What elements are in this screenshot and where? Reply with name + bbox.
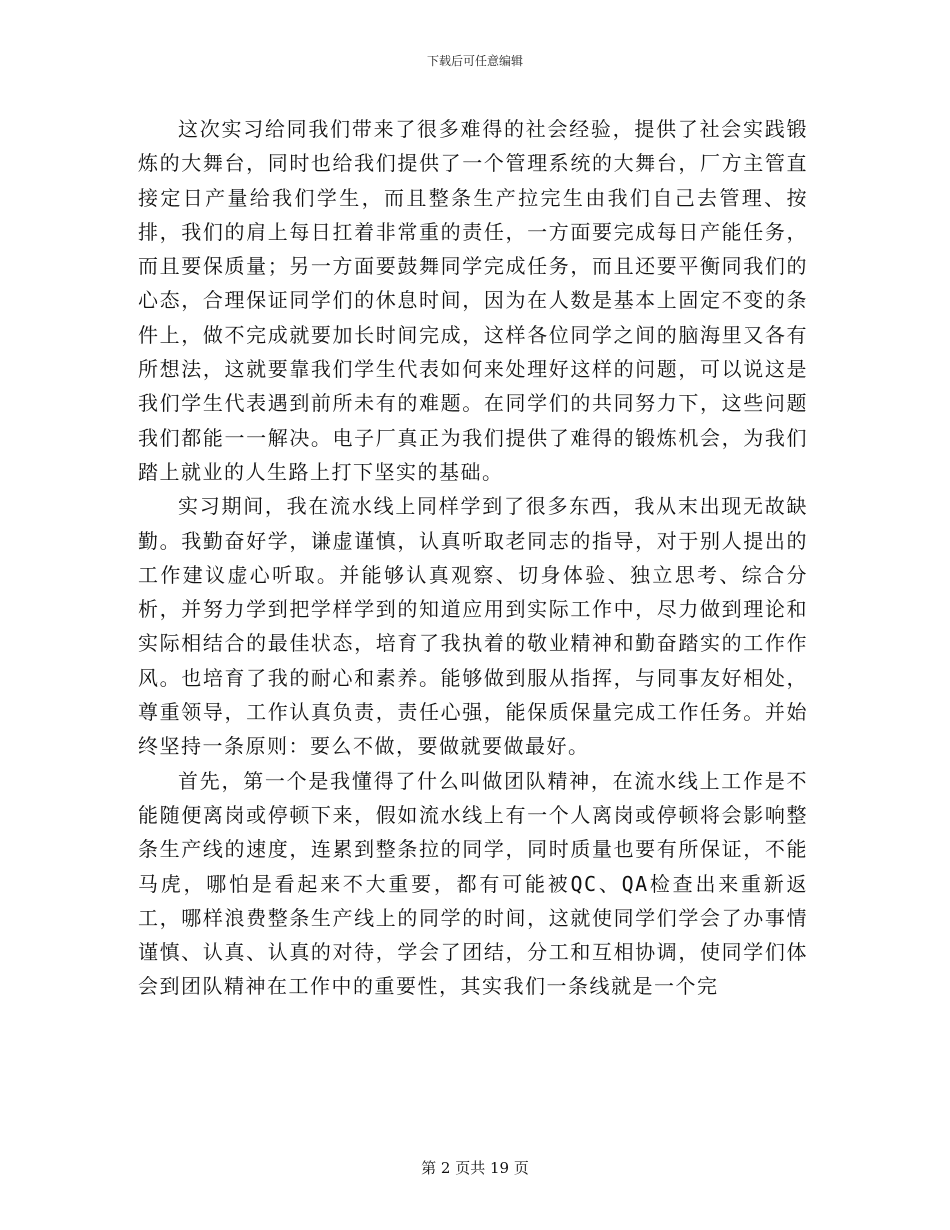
page-footer: 第 2 页共 19 页	[421, 1159, 529, 1177]
paragraph-3: 首先，第一个是我懂得了什么叫做团队精神，在流水线上工作是不能随便离岗或停顿下来，假如流水线上有一个人离岗或停顿将会影响整条生产线的速度，连累到整条拉的同学，同时质量也要有所保证，不能马虎，哪怕是看起来不大重要，都有可能被QC、QA检查出来重新返工，哪样浪费整条生产线上的同学的时间，这就使同学们学会了办事情谨慎、认真、认真的对待，学会了团结，分工和互相协调，使同学们体会到团队精神在工作中的重要性，其实我们一条线就是一个完	[138, 768, 808, 999]
page-header: 下载后可任意编辑	[426, 54, 523, 68]
paragraph-1: 这次实习给同我们带来了很多难得的社会经验，提供了社会实践锻炼的大舞台，同时也给我们提供了一个管理系统的大舞台，厂方主管直接定日产量给我们学生，而且整条生产拉完生由我们自己去管理、按排，我们的肩上每日扛着非常重的责任，一方面要完成每日产能任务，而且要保质量；另一方面要鼓舞同学完成任务，而且还要平衡同我们的心态，合理保证同学们的休息时间，因为在人数是基本上固定不变的条件上，做不完成就要加长时间完成，这样各位同学之间的脑海里又各有所想法，这就要靠我们学生代表如何来处理好这样的问题，可以说这是我们学生代表遇到前所未有的难题。在同学们的共同努力下，这些问题我们都能一一解决。电子厂真正为我们提供了难得的锻炼机会，为我们踏上就业的人生路上打下坚实的基础。	[138, 117, 808, 484]
paragraph-2: 实习期间，我在流水线上同样学到了很多东西，我从末出现无故缺勤。我勤奋好学，谦虚谨慎，认真听取老同志的指导，对于别人提出的工作建议虚心听取。并能够认真观察、切身体验、独立思考、综合分析，并努力学到把学样学到的知道应用到实际工作中，尽力做到理论和实际相结合的最佳状态，培育了我执着的敬业精神和勤奋踏实的工作作风。也培育了我的耐心和素养。能够做到服从指挥，与同事友好相处，尊重领导，工作认真负责，责任心强，能保质保量完成工作任务。并始终坚持一条原则：要么不做，要做就要做最好。	[138, 494, 808, 759]
document-body	[138, 112, 808, 1004]
